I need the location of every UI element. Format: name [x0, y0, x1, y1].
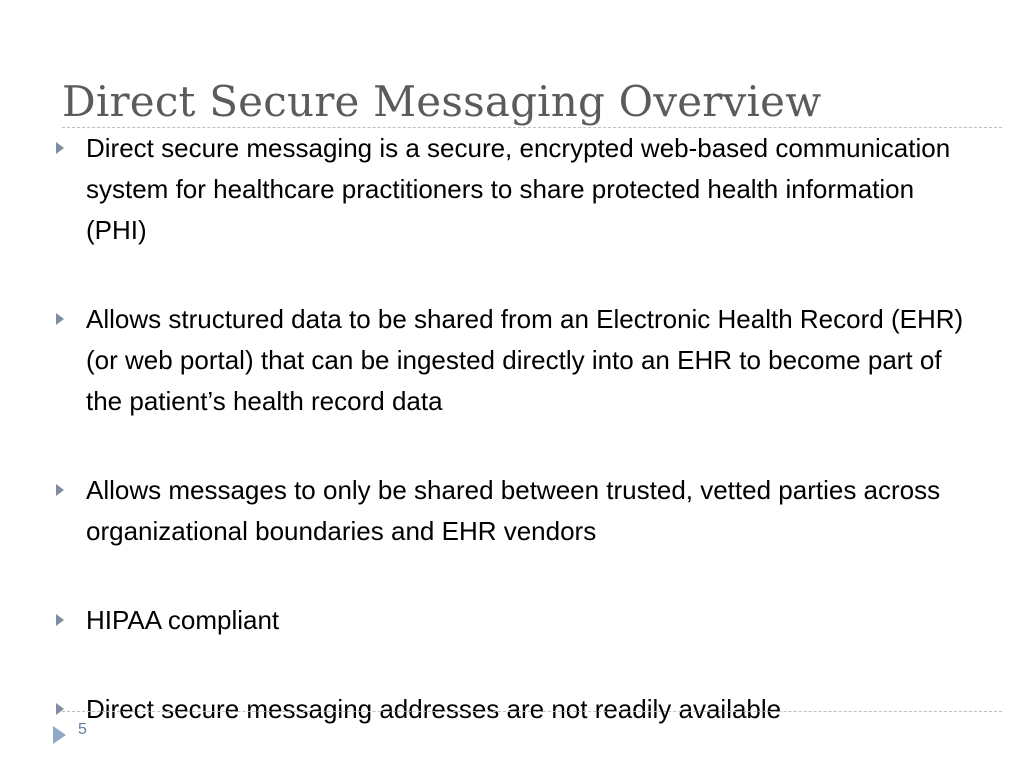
bullet-text: HIPAA compliant	[86, 605, 280, 635]
triangle-bullet-icon	[56, 313, 64, 325]
triangle-bullet-icon	[56, 703, 64, 715]
bullet-item	[50, 299, 980, 422]
bullet-text: Allows structured data to be shared from an Electronic Health Record (EHR) (or web portal) that can be ingested directly into an EHR to become part of the patient’s health record data	[86, 304, 964, 416]
bullet-item	[50, 470, 980, 552]
bullet-text: Allows messages to only be shared between trusted, vetted parties across organizational boundaries and EHR vendors	[86, 475, 941, 546]
bullet-item	[50, 689, 980, 730]
bullet-item	[50, 128, 980, 251]
triangle-bullet-icon	[56, 614, 64, 626]
bullet-list	[50, 128, 980, 730]
triangle-bullet-icon	[56, 484, 64, 496]
triangle-bullet-icon	[56, 142, 64, 154]
page-marker-icon	[53, 726, 66, 744]
bullet-item	[50, 600, 980, 641]
footer-divider	[62, 711, 1002, 712]
bullet-text: Direct secure messaging addresses are not readily available	[86, 694, 782, 724]
page-number: 5	[78, 721, 87, 738]
slide-title: Direct Secure Messaging Overview	[62, 77, 822, 126]
bullet-text: Direct secure messaging is a secure, encrypted web-based communication system for healthcare practitioners to share protected health information (PHI)	[86, 133, 951, 245]
